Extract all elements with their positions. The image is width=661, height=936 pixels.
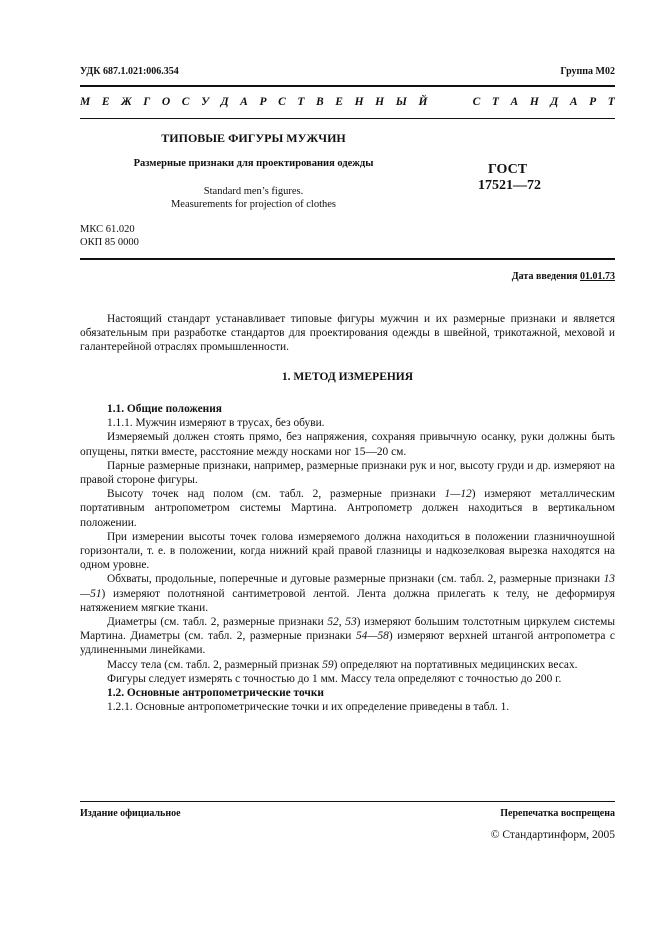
banner-word-gap bbox=[439, 96, 461, 108]
banner-letter: Н bbox=[375, 96, 385, 108]
document-title: ТИПОВЫЕ ФИГУРЫ МУЖЧИН bbox=[161, 131, 346, 145]
banner-letter: Р bbox=[259, 96, 267, 108]
paragraph-mass bbox=[80, 658, 615, 672]
document-subtitle: Размерные признаки для проектирования одежды bbox=[133, 158, 374, 169]
banner-letter: Ж bbox=[121, 96, 132, 108]
banner-letter: А bbox=[569, 96, 578, 108]
diam-text-e: ) измеряют верхней штангой антропометра с удлиненными линейками. bbox=[80, 630, 615, 657]
paragraph-girth bbox=[80, 572, 615, 615]
diam-ref-1: 52, 53 bbox=[327, 616, 357, 629]
banner-letter: А bbox=[510, 96, 519, 108]
diam-text-c: ) измеряют большим толстотным циркулем системы Мартина. Диаметры (см. табл. 2, размерные признаки bbox=[80, 616, 616, 643]
english-title-line1: Standard men’s figures. bbox=[203, 186, 304, 197]
paragraph-1-2-1: 1.2.1. Основные антропометрические точки и их определение приведены в табл. 1. bbox=[107, 701, 510, 714]
group-code: Группа М02 bbox=[560, 66, 615, 77]
paragraph-stance: Измеряемый должен стоять прямо, без напряжения, сохраняя привычную осанку, руки должны быть опущены, пятки вместе, расстояние между носками ног 15—20 см. bbox=[80, 431, 615, 458]
paragraph-height bbox=[80, 487, 615, 530]
english-title-line2: Measurements for projection of clothes bbox=[170, 199, 337, 210]
diam-text-a: Диаметры (см. табл. 2, размерные признаки bbox=[107, 616, 328, 629]
reprint-prohibited-label: Перепечатка воспрещена bbox=[500, 808, 615, 819]
banner-letter: В bbox=[316, 96, 324, 108]
intro-date-value: 01.01.73 bbox=[580, 271, 615, 282]
girth-text-a: Обхваты, продольные, поперечные и дуговые размерные признаки (см. табл. 2, размерные признаки bbox=[107, 573, 604, 586]
height-ref: 1—12 bbox=[444, 488, 472, 501]
official-edition-label: Издание официальное bbox=[80, 808, 181, 819]
paragraph-paired: Парные размерные признаки, например, размерные признаки рук и ног, высоту груди и др. измеряют на правой стороне фигуры. bbox=[80, 459, 615, 487]
banner-letter: С bbox=[472, 96, 481, 108]
top-rule bbox=[80, 85, 615, 87]
introduction-date bbox=[512, 271, 615, 282]
banner-letter: Е bbox=[335, 96, 343, 108]
gost-designation bbox=[478, 162, 541, 194]
diam-ref-2: 54—58 bbox=[355, 630, 389, 643]
banner-letter: Ы bbox=[395, 96, 407, 108]
banner-letter: Е bbox=[101, 96, 110, 108]
girth-ref: 13—51 bbox=[80, 573, 615, 600]
banner-letter: У bbox=[201, 96, 210, 108]
gost-label: ГОСТ bbox=[488, 162, 528, 177]
gost-number: 17521—72 bbox=[478, 178, 541, 193]
subsection-1-2-title: 1.2. Основные антропометрические точки bbox=[107, 687, 324, 700]
intro-date-label: Дата введения bbox=[511, 271, 578, 282]
banner-letter: Д bbox=[550, 96, 559, 108]
mass-text-c: ) определяют на портативных медицинских весах. bbox=[333, 658, 578, 671]
banner-letter: Д bbox=[220, 96, 229, 108]
paragraph-1-1-1: 1.1.1. Мужчин измеряют в трусах, без обуви. bbox=[107, 417, 325, 430]
banner-letter: С bbox=[181, 96, 190, 108]
paragraph-head-position: При измерении высоты точек голова измеряемого должна находиться в положении глазничноушной горизонтали, т. е. в положении, когда нижний край правой глазницы и надкозелковая вырезка находятся на одном уровне. bbox=[80, 530, 615, 572]
subsection-1-1-title: 1.1. Общие положения bbox=[107, 403, 222, 415]
height-text-c: ) измеряют металлическим портативным антропометром системы Мартина. Антропометр должен находиться в вертикальном положении. bbox=[80, 488, 616, 529]
header-bottom-rule bbox=[80, 258, 615, 260]
banner-letter: О bbox=[161, 96, 171, 108]
intro-paragraph: Настоящий стандарт устанавливает типовые фигуры мужчин и их размерные признаки и является обязательным при разработке стандартов для проектирования одежды в швейной, трикотажной, меховой и галантерейной отраслях промышленности. bbox=[80, 313, 615, 354]
banner-letter: Т bbox=[297, 96, 305, 108]
intro-paragraph-block bbox=[80, 312, 615, 355]
paragraph-diameters bbox=[80, 615, 615, 658]
udk-code: УДК 687.1.021:006.354 bbox=[80, 66, 179, 77]
banner-letter: Р bbox=[589, 96, 597, 108]
mass-ref: 59 bbox=[322, 658, 334, 671]
section-1-title: 1. МЕТОД ИЗМЕРЕНИЯ bbox=[281, 371, 414, 383]
section-1-body bbox=[80, 402, 615, 714]
banner-letter: Т bbox=[607, 96, 615, 108]
copyright: © Стандартинформ, 2005 bbox=[490, 829, 615, 841]
footer-rule bbox=[80, 801, 615, 802]
standard-banner bbox=[80, 96, 615, 108]
banner-rule bbox=[80, 118, 615, 119]
girth-text-c: ) измеряют полотняной сантиметровой лентой. Лента должна прилегать к телу, не деформируя натяжением мягкие ткани. bbox=[80, 587, 615, 614]
banner-letter: Н bbox=[529, 96, 539, 108]
mass-text-a: Массу тела (см. табл. 2, размерный признак bbox=[107, 658, 323, 671]
banner-letter: М bbox=[80, 96, 91, 108]
banner-letter: Й bbox=[418, 96, 428, 108]
banner-letter: Г bbox=[143, 96, 151, 108]
banner-letter: Т bbox=[491, 96, 499, 108]
mks-code: МКС 61.020 bbox=[80, 224, 135, 235]
banner-letter: С bbox=[278, 96, 286, 108]
paragraph-accuracy: Фигуры следует измерять с точностью до 1 мм. Массу тела определяют с точностью до 200 г. bbox=[107, 672, 562, 685]
okp-code: ОКП 85 0000 bbox=[80, 237, 139, 248]
banner-letter: А bbox=[240, 96, 248, 108]
banner-letter: Н bbox=[354, 96, 364, 108]
height-text-a: Высоту точек над полом (см. табл. 2, размерные признаки bbox=[107, 488, 445, 501]
